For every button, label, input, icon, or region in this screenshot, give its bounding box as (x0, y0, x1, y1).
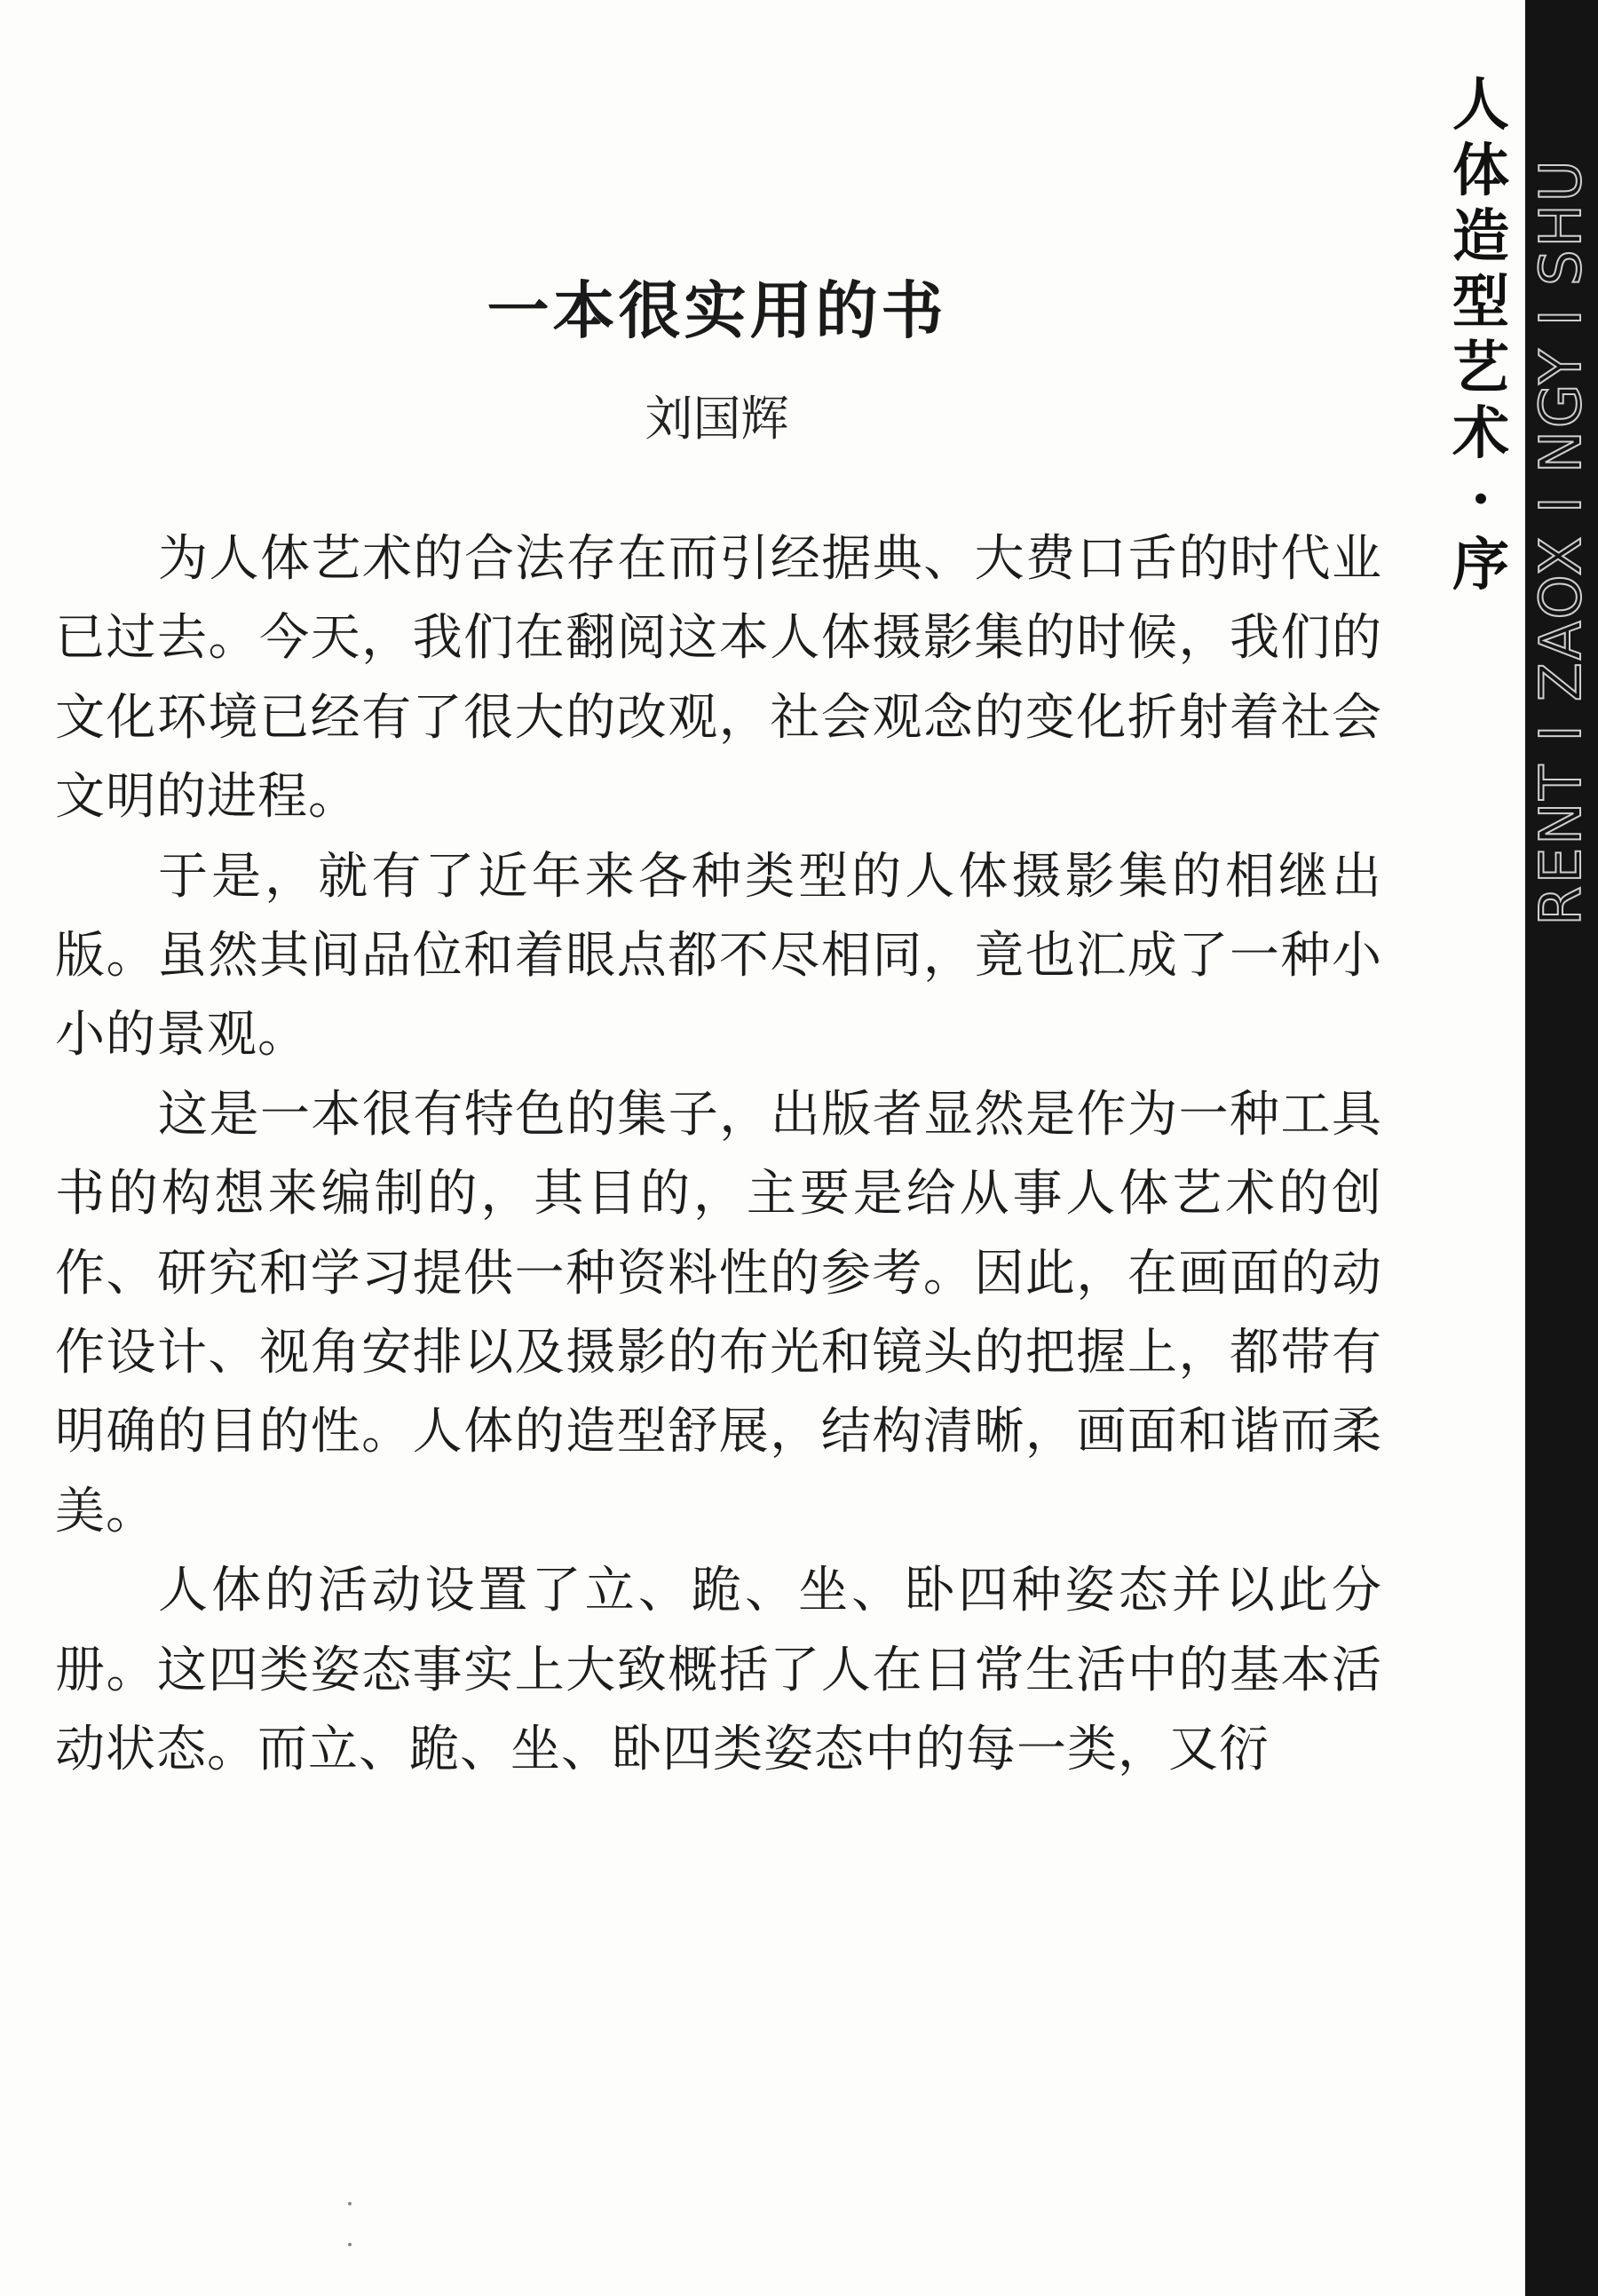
running-header-char: 人 (1452, 72, 1509, 139)
side-bar (1525, 0, 1598, 2296)
running-header-vertical (1445, 73, 1516, 598)
running-header-char: 造 (1452, 203, 1509, 270)
paper-speck (348, 2202, 352, 2205)
running-header-char: 术 (1452, 400, 1509, 467)
running-header-char: 序 (1452, 532, 1509, 598)
running-header-char: · (1470, 466, 1491, 533)
running-header-char: 艺 (1452, 335, 1509, 401)
pinyin-label: RENT I ZAOX I NGY I SHU (1529, 157, 1594, 926)
paragraph-2: 于是，就有了近年来各种类型的人体摄影集的相继出版。虽然其间品位和着眼点都不尽相同，竟也汇成了一种小小的景观。 (55, 847, 1382, 1065)
paper-speck (348, 2243, 352, 2246)
paragraph-3: 这是一本很有特色的集子，出版者显然是作为一种工具书的构想来编制的，其目的，主要是给从事人体艺术的创作、研究和学习提供一种资料性的参考。因此，在画面的动作设计、视角安排以及摄影的布光和镜头的把握上，都带有明确的目的性。人体的造型舒展，结构清晰，画面和谐而柔美。 (55, 1085, 1382, 1540)
running-header-char: 体 (1452, 138, 1509, 204)
paragraph-1: 为人体艺术的合法存在而引经据典、大费口舌的时代业已过去。今天，我们在翻阅这本人体摄影集的时候，我们的文化环境已经有了很大的改观，社会观念的变化折射着社会文明的进程。 (55, 530, 1382, 827)
running-header-char: 型 (1452, 269, 1509, 336)
article-title: 一本很实用的书 (487, 273, 947, 347)
article-body (55, 519, 1382, 1790)
article-author: 刘国辉 (645, 391, 789, 447)
paragraph-4: 人体的活动设置了立、跪、坐、卧四种姿态并以此分册。这四类姿态事实上大致概括了人在日常生活中的基本活动状态。而立、跪、坐、卧四类姿态中的每一类，又衍 (55, 1562, 1382, 1779)
